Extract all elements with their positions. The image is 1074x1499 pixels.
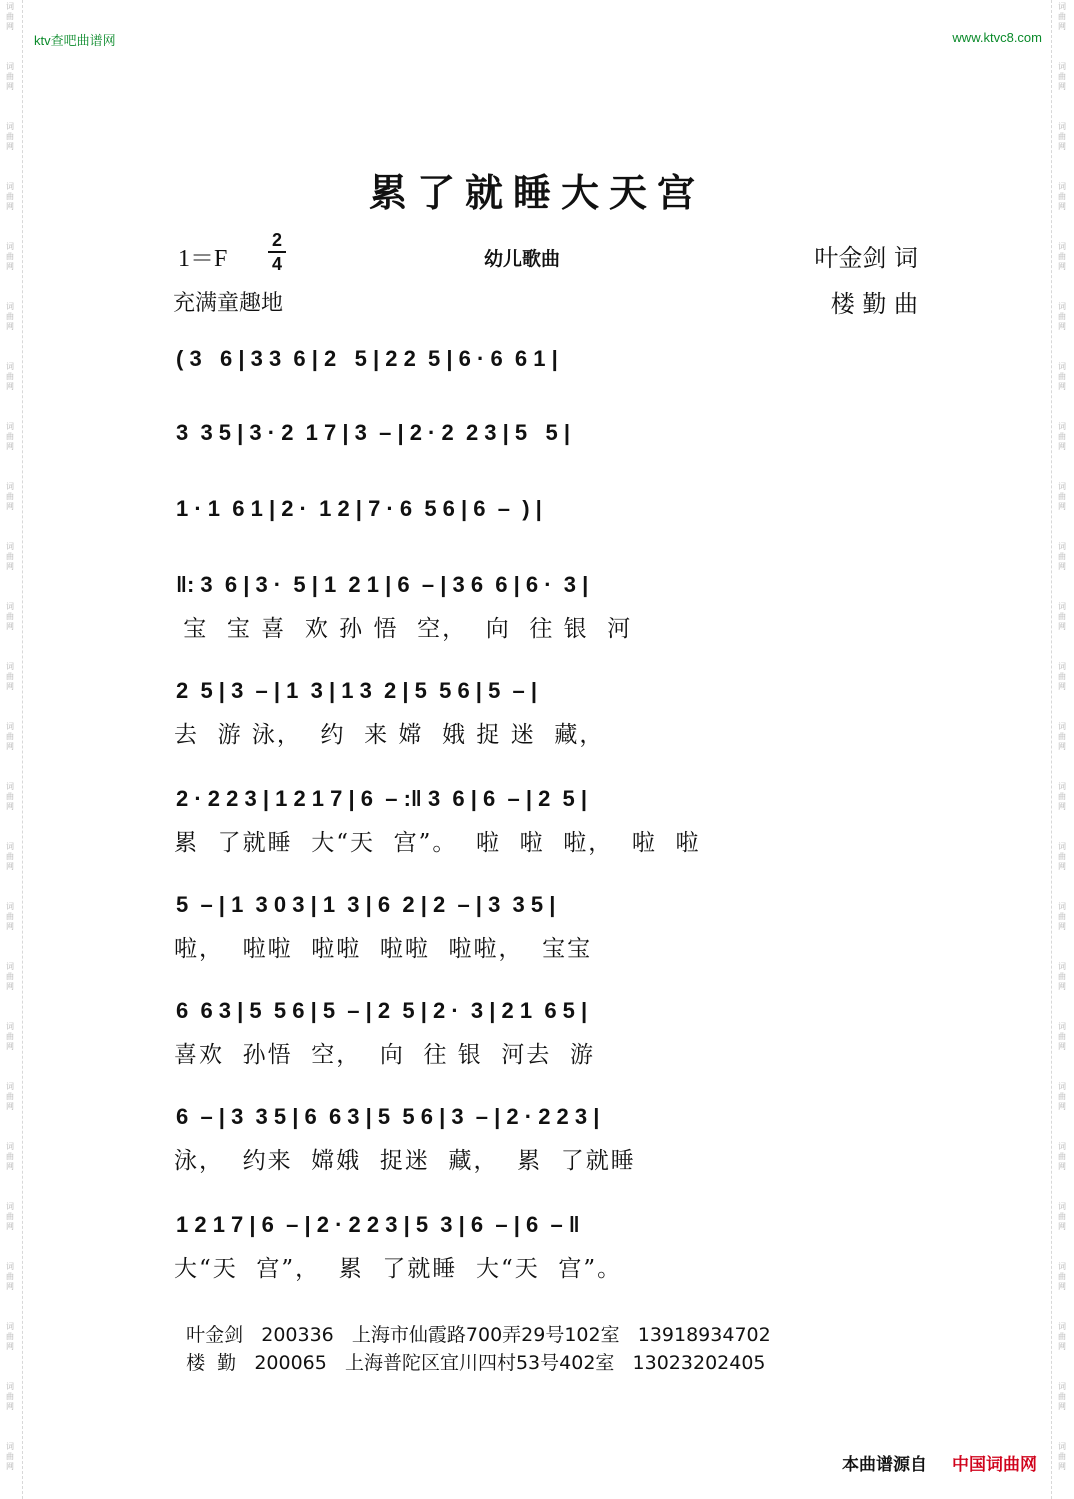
watermark-text: 词 曲 网 <box>6 362 14 391</box>
watermark-text: 词 曲 网 <box>6 302 14 331</box>
watermark-text: 词 曲 网 <box>1058 662 1066 691</box>
score-row: ‖: 3 6 | 3 · 5 | 1 2 1 | 6 – | 3 6 6 | 6 · 3 | <box>176 572 589 597</box>
contact-phone: 13023202405 <box>632 1352 766 1374</box>
composer-credit: 楼 勤 曲 <box>830 290 918 318</box>
watermark-text: 词 曲 网 <box>6 62 14 91</box>
score-row: 3 3 5 | 3 · 2 1 7 | 3 – | 2 · 2 2 3 | 5 5 | <box>176 420 570 445</box>
time-signature-top: 2 <box>271 230 282 250</box>
watermark-text: 词 曲 网 <box>6 1382 14 1411</box>
watermark-text: 词 曲 网 <box>1058 602 1066 631</box>
contact-phone: 13918934702 <box>637 1324 771 1346</box>
score-row: 2 5 | 3 – | 1 3 | 1 3 2 | 5 5 6 | 5 – | <box>176 678 538 703</box>
watermark-text: 词 曲 网 <box>6 782 14 811</box>
header-left-link[interactable]: ktv查吧曲谱网 <box>34 33 116 48</box>
watermark-text: 词 曲 网 <box>6 482 14 511</box>
watermark-text: 词 曲 网 <box>1058 1022 1066 1051</box>
right-watermark-strip <box>1051 0 1074 1499</box>
watermark-text: 词 曲 网 <box>1058 782 1066 811</box>
watermark-text: 词 曲 网 <box>6 902 14 931</box>
contact-name: 楼 勤 <box>186 1352 237 1374</box>
contact-address: 上海市仙霞路700弄29号102室 <box>351 1324 620 1346</box>
time-signature <box>268 230 286 274</box>
watermark-text: 词 曲 网 <box>1058 842 1066 871</box>
watermark-text: 词 曲 网 <box>6 1082 14 1111</box>
source-site-link[interactable]: 中国词曲网 <box>952 1455 1037 1475</box>
score-row: 1 · 1 6 1 | 2 · 1 2 | 7 · 6 5 6 | 6 – ) | <box>176 496 542 521</box>
key-signature: 1＝F <box>178 246 228 272</box>
score-row: 1 2 1 7 | 6 – | 2 · 2 2 3 | 5 3 | 6 – | 6 – ‖ <box>176 1212 580 1237</box>
lyric-line: 宝 宝 喜 欢 孙 悟 空， 向 往 银 河 <box>174 616 633 642</box>
watermark-text: 词 曲 网 <box>1058 422 1066 451</box>
watermark-text: 词 曲 网 <box>1058 482 1066 511</box>
lyric-line: 累 了就睡 大“天 宫”。 啦 啦 啦， 啦 啦 <box>174 830 701 856</box>
watermark-text: 词 曲 网 <box>6 662 14 691</box>
watermark-text: 词 曲 网 <box>6 1322 14 1351</box>
watermark-text: 词 曲 网 <box>1058 962 1066 991</box>
score-row: 5 – | 1 3 0 3 | 1 3 | 6 2 | 2 – | 3 3 5 | <box>176 892 556 917</box>
watermark-text: 词 曲 网 <box>1058 1262 1066 1291</box>
watermark-text: 词 曲 网 <box>6 1442 14 1471</box>
watermark-text: 词 曲 网 <box>6 422 14 451</box>
score-row: 6 – | 3 3 5 | 6 6 3 | 5 5 6 | 3 – | 2 · 2 2 3 | <box>176 1104 600 1129</box>
watermark-text: 词 曲 网 <box>6 962 14 991</box>
watermark-text: 词 曲 网 <box>6 242 14 271</box>
lyric-line: 啦， 啦啦 啦啦 啦啦 啦啦， 宝宝 <box>174 936 593 962</box>
watermark-text: 词 曲 网 <box>6 1262 14 1291</box>
score-row: ( 3 6 | 3 3 6 | 2 5 | 2 2 5 | 6 · 6 6 1 | <box>176 346 558 371</box>
watermark-text: 词 曲 网 <box>1058 242 1066 271</box>
watermark-text: 词 曲 网 <box>1058 122 1066 151</box>
watermark-text: 词 曲 网 <box>6 602 14 631</box>
watermark-text: 词 曲 网 <box>1058 1322 1066 1351</box>
watermark-text: 词 曲 网 <box>1058 2 1066 31</box>
lyric-line: 喜欢 孙悟 空， 向 往 银 河去 游 <box>174 1042 596 1068</box>
watermark-text: 词 曲 网 <box>6 182 14 211</box>
watermark-text: 词 曲 网 <box>1058 62 1066 91</box>
lyric-line: 泳， 约来 嫦娥 捉迷 藏， 累 了就睡 <box>174 1148 636 1174</box>
watermark-text: 词 曲 网 <box>1058 1082 1066 1111</box>
watermark-text: 词 曲 网 <box>1058 1142 1066 1171</box>
watermark-text: 词 曲 网 <box>1058 722 1066 751</box>
song-title: 累了就睡大天宫 <box>368 170 705 215</box>
watermark-text: 词 曲 网 <box>1058 542 1066 571</box>
contact-address: 上海普陀区宜川四村53号402室 <box>344 1352 615 1374</box>
contact-zip: 200065 <box>254 1352 327 1374</box>
header-right-link[interactable]: www.ktvc8.com <box>952 30 1042 45</box>
watermark-text: 词 曲 网 <box>1058 302 1066 331</box>
lyric-line: 去 游 泳， 约 来 嫦 娥 捉 迷 藏， <box>174 722 605 748</box>
watermark-text: 词 曲 网 <box>6 842 14 871</box>
watermark-text: 词 曲 网 <box>6 542 14 571</box>
watermark-text: 词 曲 网 <box>1058 182 1066 211</box>
watermark-text: 词 曲 网 <box>1058 1382 1066 1411</box>
source-label: 本曲谱源自 <box>842 1455 927 1475</box>
contact-name: 叶金剑 <box>186 1324 244 1346</box>
watermark-text: 词 曲 网 <box>1058 1442 1066 1471</box>
score-row: 6 6 3 | 5 5 6 | 5 – | 2 5 | 2 · 3 | 2 1 6 5 | <box>176 998 588 1023</box>
tempo-marking: 充满童趣地 <box>173 291 284 316</box>
lyricist-credit: 叶金剑 词 <box>814 244 918 272</box>
watermark-text: 词 曲 网 <box>6 1022 14 1051</box>
watermark-text: 词 曲 网 <box>1058 1202 1066 1231</box>
contact-row <box>174 1326 766 1375</box>
left-watermark-strip <box>0 0 23 1499</box>
watermark-text: 词 曲 网 <box>6 722 14 751</box>
genre-label: 幼儿歌曲 <box>484 248 561 270</box>
time-signature-bottom: 4 <box>271 254 282 274</box>
lyric-line: 大“天 宫”， 累 了就睡 大“天 宫”。 <box>174 1256 623 1282</box>
watermark-text: 词 曲 网 <box>1058 362 1066 391</box>
watermark-text: 词 曲 网 <box>6 1142 14 1171</box>
score-row: 2 · 2 2 3 | 1 2 1 7 | 6 – :‖ 3 6 | 6 – | 2 5 | <box>176 786 588 811</box>
watermark-text: 词 曲 网 <box>6 1202 14 1231</box>
watermark-text: 词 曲 网 <box>6 2 14 31</box>
watermark-text: 词 曲 网 <box>6 122 14 151</box>
contact-zip: 200336 <box>261 1324 334 1346</box>
watermark-text: 词 曲 网 <box>1058 902 1066 931</box>
